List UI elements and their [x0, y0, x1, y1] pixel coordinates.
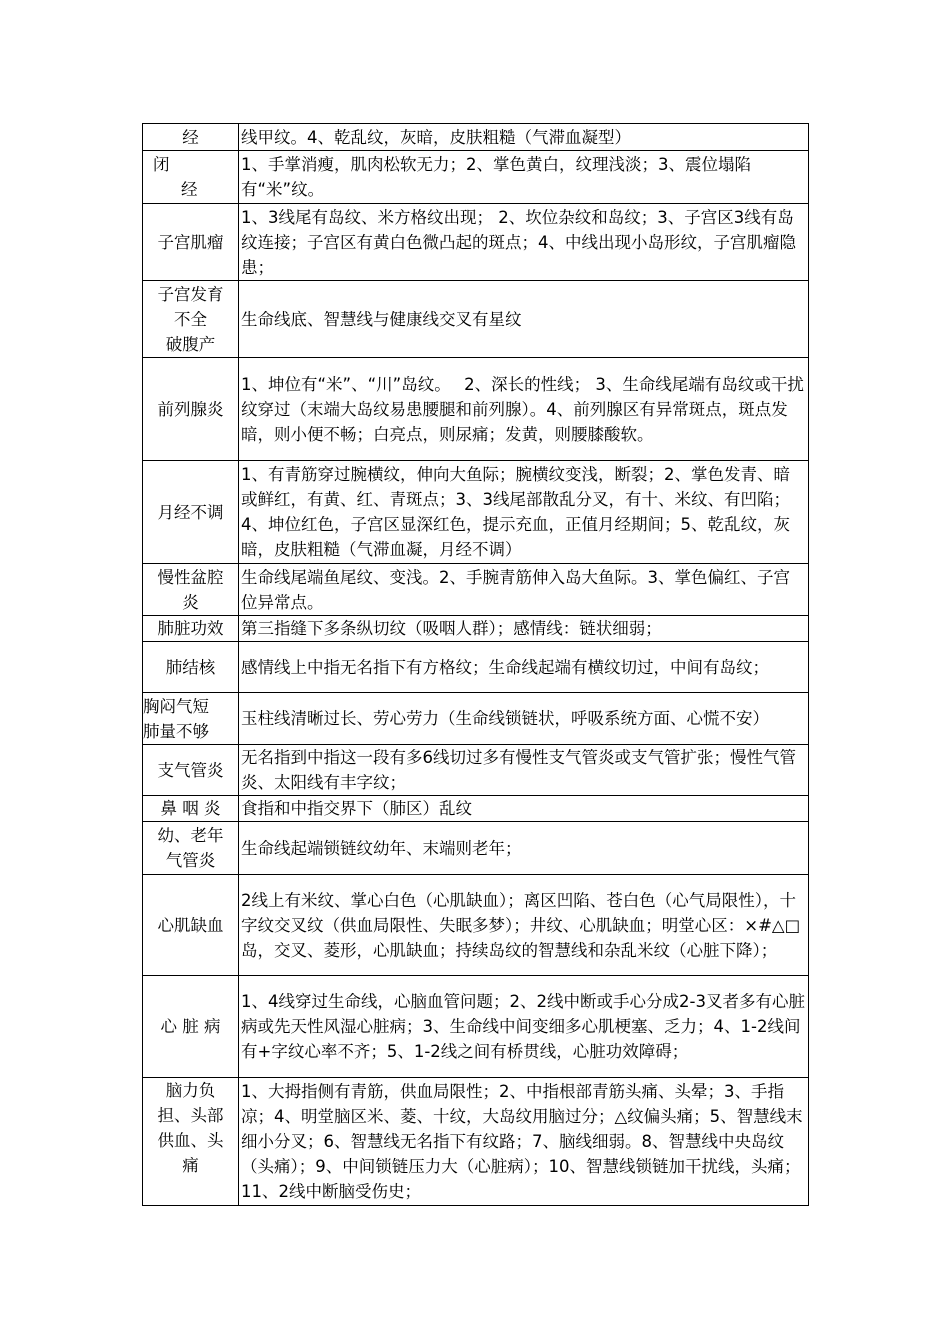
key-line: 月经不调 [157, 502, 224, 522]
key-line: 前列腺炎 [157, 399, 224, 419]
row-key [143, 693, 239, 745]
key-line: 子宫发育 [157, 284, 224, 304]
key-line: 肺结核 [165, 657, 216, 677]
key-line: 肺量不够 [143, 721, 209, 741]
table-row [143, 151, 809, 204]
row-text: 1、有青筋穿过腕横纹，伸向大鱼际；腕横纹变浅，断裂；2、掌色发青、暗或鲜红，有黄、红、青斑点；3、3线尾部散乱分叉，有十、米纹、有凹陷；4、坤位红色，子宫区显深红色，提示充血，正值月经期间；5、乾乱纹，灰暗，皮肤粗糙（气滞血凝，月经不调） [239, 461, 809, 564]
row-text: 无名指到中指这一段有多6线切过多有慢性支气管炎或支气管扩张；慢性气管炎、太阳线有丰字纹； [239, 745, 809, 796]
table-row [143, 281, 809, 358]
row-key [143, 358, 239, 461]
table-row [143, 124, 809, 151]
key-line: 不全 [174, 309, 207, 329]
table-row [143, 976, 809, 1078]
key-line: 气管炎 [165, 851, 216, 870]
table-row [143, 693, 809, 745]
row-text: 1、大拇指侧有青筋，供血局限性；2、中指根部青筋头痛、头晕；3、手指凉；4、明堂脑区米、菱、十纹，大岛纹用脑过分；△纹偏头痛；5、智慧线末细小分叉；6、智慧线无名指下有纹路；7、脑线细弱。8、智慧线中央岛纹（头痛）；9、中间锁链压力大（心脏病）；10、智慧线锁链加干扰线，头痛；11、2线中断脑受伤史； [239, 1078, 809, 1206]
row-key [143, 151, 239, 204]
row-text: 2线上有米纹、掌心白色（心肌缺血）；离区凹陷、苍白色（心气局限性），十字纹交叉纹（供血局限性、失眠多梦）；井纹、心肌缺血；明堂心区：×#△□岛，交叉、菱形，心肌缺血；持续岛纹的智慧线和杂乱米纹（心脏下降）； [239, 875, 809, 976]
row-key [143, 642, 239, 693]
row-key [143, 281, 239, 358]
row-text: 生命线起端锁链纹幼年、末端则老年； [239, 822, 809, 875]
key-line: 破腹产 [165, 334, 216, 354]
row-key [143, 745, 239, 796]
table-row [143, 461, 809, 564]
key-line: 脑力负 [165, 1081, 216, 1100]
row-key [143, 1078, 239, 1206]
table-row [143, 358, 809, 461]
table-row [143, 642, 809, 693]
table-row [143, 564, 809, 616]
row-text: 1、3线尾有岛纹、米方格纹出现； 2、坎位杂纹和岛纹；3、子宫区3线有岛纹连接；子宫区有黄白色微凸起的斑点；4、中线出现小岛形纹，子宫肌瘤隐患； [239, 204, 809, 281]
table-row [143, 204, 809, 281]
key-line: 痛 [182, 1156, 199, 1175]
row-key [143, 976, 239, 1078]
row-key [143, 616, 239, 642]
row-text: 感情线上中指无名指下有方格纹；生命线起端有横纹切过，中间有岛纹； [239, 642, 809, 693]
key-line: 鼻 咽 炎 [160, 799, 221, 818]
key-line: 经 [181, 180, 198, 199]
symptom-table [142, 123, 809, 1206]
table-row [143, 745, 809, 796]
table-row [143, 616, 809, 642]
row-key [143, 461, 239, 564]
row-key [143, 822, 239, 875]
table-row [143, 875, 809, 976]
row-text: 线甲纹。4、乾乱纹，灰暗，皮肤粗糙（气滞血凝型） [239, 124, 809, 151]
key-line: 肺脏功效 [157, 619, 224, 638]
key-line: 子宫肌瘤 [157, 232, 224, 252]
row-text: 1、4线穿过生命线，心脑血管问题；2、2线中断或手心分成2-3叉者多有心脏病或先天性风湿心脏病；3、生命线中间变细多心肌梗塞、乏力；4、1-2线间有+字纹心率不齐；5、1-2线之间有桥贯线，心脏功效障碍； [239, 976, 809, 1078]
row-text: 食指和中指交界下（肺区）乱纹 [239, 796, 809, 822]
table-row [143, 822, 809, 875]
key-line: 经 [182, 127, 199, 147]
row-text: 1、手掌消瘦，肌肉松软无力；2、掌色黄白，纹理浅淡；3、震位塌陷有“米”纹。 [239, 151, 809, 204]
key-line: 心肌缺血 [157, 915, 224, 935]
row-text: 1、坤位有“米”、“川”岛纹。 2、深长的性线； 3、生命线尾端有岛纹或干扰纹穿过（末端大岛纹易患腰腿和前列腺）。4、前列腺区有异常斑点，斑点发暗，则小便不畅；白亮点，则尿痛；发黄，则腰膝酸软。 [239, 358, 809, 461]
key-line: 幼、老年 [157, 826, 224, 845]
key-line: 心 脏 病 [160, 1017, 221, 1036]
key-line: 供血、头 [157, 1131, 224, 1150]
row-key [143, 796, 239, 822]
row-key [143, 204, 239, 281]
key-line: 炎 [182, 592, 199, 612]
key-line: 闭 [153, 155, 170, 174]
row-key [143, 564, 239, 616]
table-row [143, 1078, 809, 1206]
key-line: 支气管炎 [157, 760, 224, 780]
row-text: 生命线尾端鱼尾纹、变浅。2、手腕青筋伸入岛大鱼际。3、掌色偏红、子宫位异常点。 [239, 564, 809, 616]
row-text: 玉柱线清晰过长、劳心劳力（生命线锁链状，呼吸系统方面、心慌不安） [239, 693, 809, 745]
row-key [143, 875, 239, 976]
table-row [143, 796, 809, 822]
row-text: 生命线底、智慧线与健康线交叉有星纹 [239, 281, 809, 358]
row-text: 第三指缝下多条纵切纹（吸咽人群）；感情线：链状细弱； [239, 616, 809, 642]
key-line: 慢性盆腔 [157, 567, 224, 587]
key-line: 胸闷气短 [143, 696, 209, 716]
key-line: 担、头部 [157, 1106, 224, 1125]
row-key [143, 124, 239, 151]
